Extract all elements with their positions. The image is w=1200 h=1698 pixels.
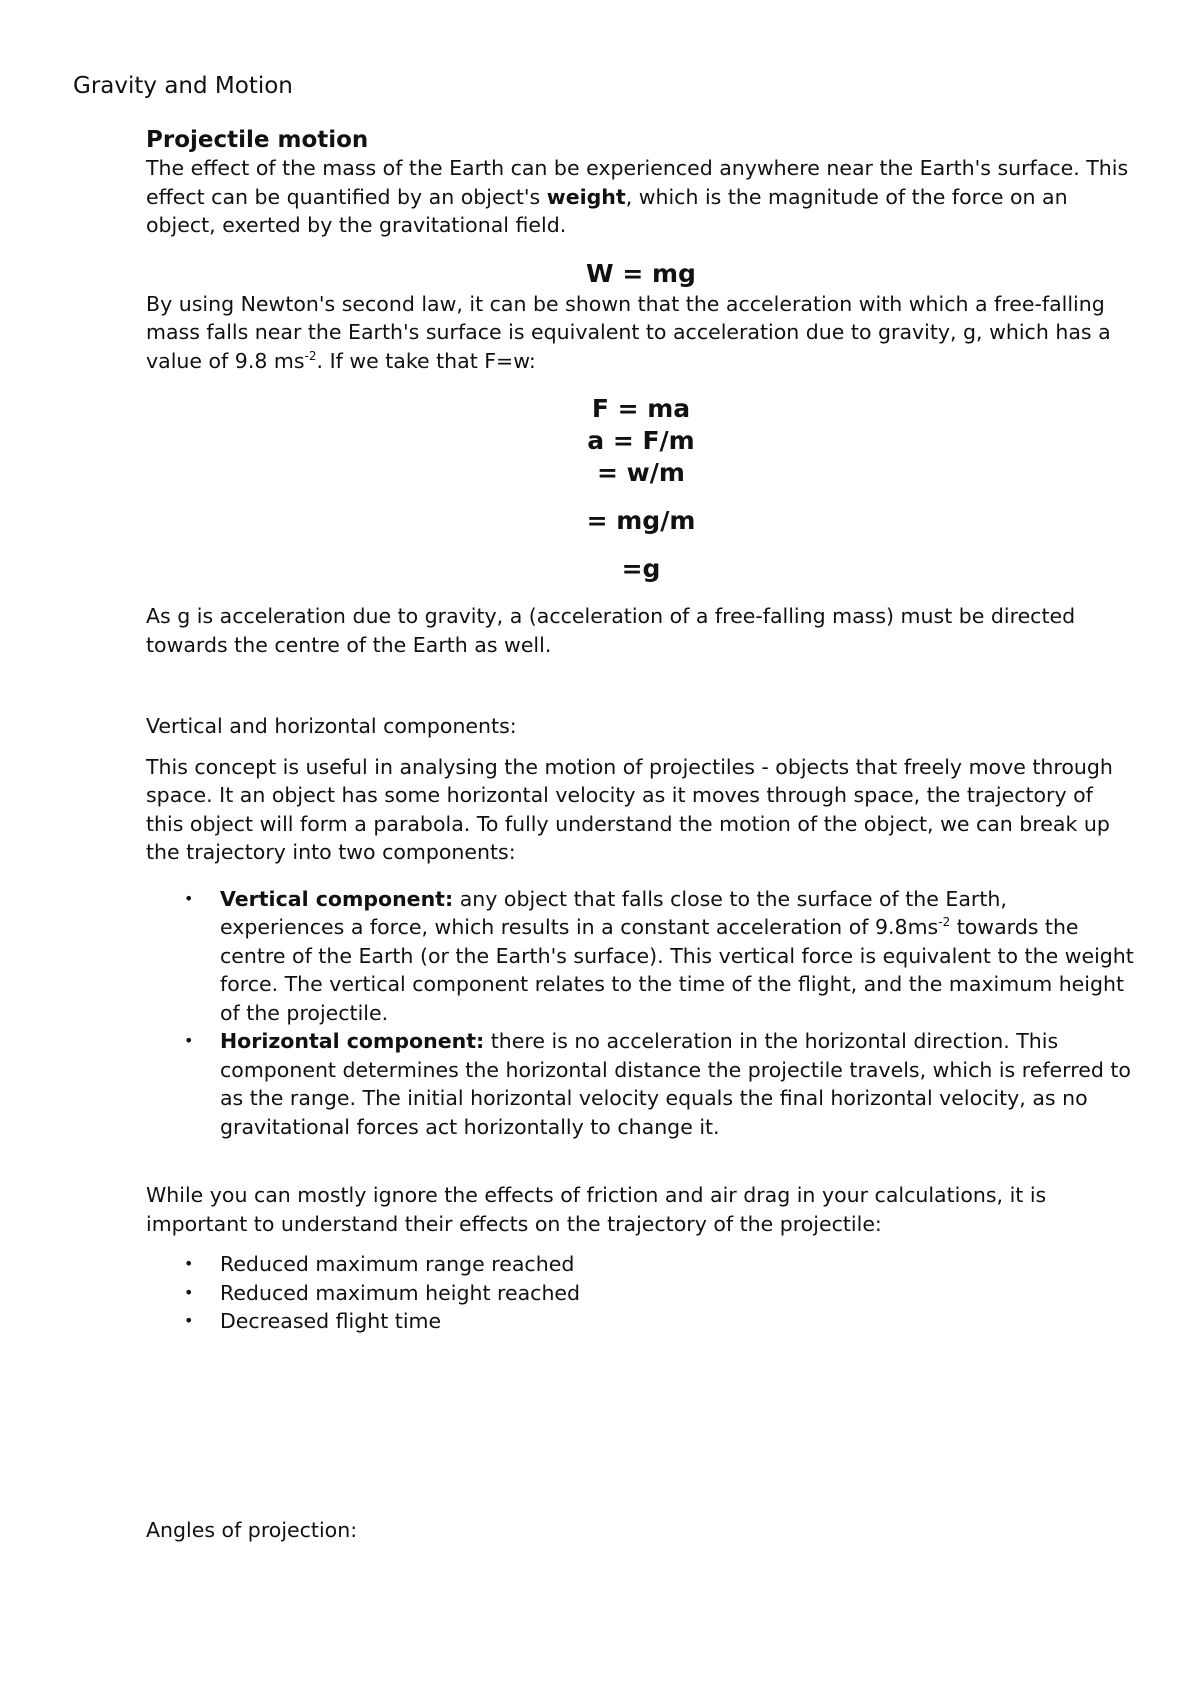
intro-paragraph (146, 154, 1136, 240)
vertical-superscript: -2 (938, 915, 951, 929)
document-body (146, 126, 1136, 1544)
weight-term: weight (546, 184, 626, 209)
components-intro: This concept is useful in analysing the motion of projectiles - objects that freely move through space. It an object has some horizontal velocity as it moves through space, the trajectory of this object will form a parabola. To fully understand the motion of the object, we can break up the trajectory into two components: (146, 754, 1113, 864)
vertical-label: Vertical component: (220, 886, 454, 911)
effect-text: Decreased flight time (220, 1309, 442, 1333)
equation-line-5: =g (621, 554, 661, 583)
equation-line-2: a = F/m (587, 426, 695, 455)
components-list (146, 885, 1136, 1142)
direction-paragraph: As g is acceleration due to gravity, a (acceleration of a free-falling mass) must be directed towards the centre of the Earth as well. (146, 604, 1076, 657)
list-item (146, 1279, 1136, 1308)
bullet-icon: • (184, 1311, 194, 1330)
intro-text-start: The effect of the mass of the Earth can be experienced anywhere near the Earth's surface. This effect can be quantified by an object's (146, 156, 1129, 209)
list-item (146, 885, 1136, 1028)
vertical-text-a: any object that falls close to the surface of the Earth, experiences a force, which results in a constant acceleration of 9.8ms (220, 886, 1007, 939)
bullet-icon: • (184, 888, 194, 908)
bullet-icon: • (184, 1254, 194, 1273)
vertical-text-b: towards the centre of the Earth (or the Earth's surface). This vertical force is equivalent to the weight force. The vertical component relates to the time of the flight, and the maximum height of the projectile. (220, 915, 1134, 1025)
equation-line-4: = mg/m (586, 506, 696, 535)
equation-line-1: F = ma (591, 394, 691, 423)
effect-text: Reduced maximum range reached (220, 1252, 575, 1276)
angles-heading: Angles of projection: (146, 1517, 358, 1542)
list-item (146, 1307, 1136, 1336)
effects-list (146, 1250, 1136, 1336)
newton-text: By using Newton's second law, it can be shown that the acceleration with which a free-falling mass falls near the Earth's surface is equivalent to acceleration due to gravity, g, which has a value of 9.8 ms (146, 291, 1111, 373)
weight-equation: W = mg (586, 258, 696, 288)
derivation-equations (146, 393, 1136, 585)
horizontal-text: there is no acceleration in the horizontal direction. This component determines the horizontal distance the projectile travels, which is referred to as the range. The initial horizontal velocity equals the final horizontal velocity, as no gravitational forces act horizontally to change it. (220, 1029, 1131, 1139)
bullet-icon: • (184, 1282, 194, 1302)
horizontal-label: Horizontal component: (220, 1029, 485, 1053)
section-title: Projectile motion (146, 127, 369, 153)
newton-tail: . If we take that F=w: (316, 348, 536, 373)
newton-paragraph (146, 290, 1136, 376)
equation-line-3: = w/m (597, 458, 685, 487)
document-title: Gravity and Motion (73, 73, 293, 99)
newton-superscript: -2 (304, 348, 317, 363)
intro-text-end: , which is the magnitude of the force on an object, exerted by the gravitational field. (146, 184, 1068, 237)
effect-text: Reduced maximum height reached (220, 1280, 581, 1305)
list-item (146, 1250, 1136, 1279)
components-heading: Vertical and horizontal components: (146, 714, 517, 738)
bullet-icon: • (184, 1031, 194, 1050)
list-item (146, 1027, 1136, 1141)
friction-intro: While you can mostly ignore the effects of friction and air drag in your calculations, it is important to understand their effects on the trajectory of the projectile: (146, 1183, 1047, 1236)
